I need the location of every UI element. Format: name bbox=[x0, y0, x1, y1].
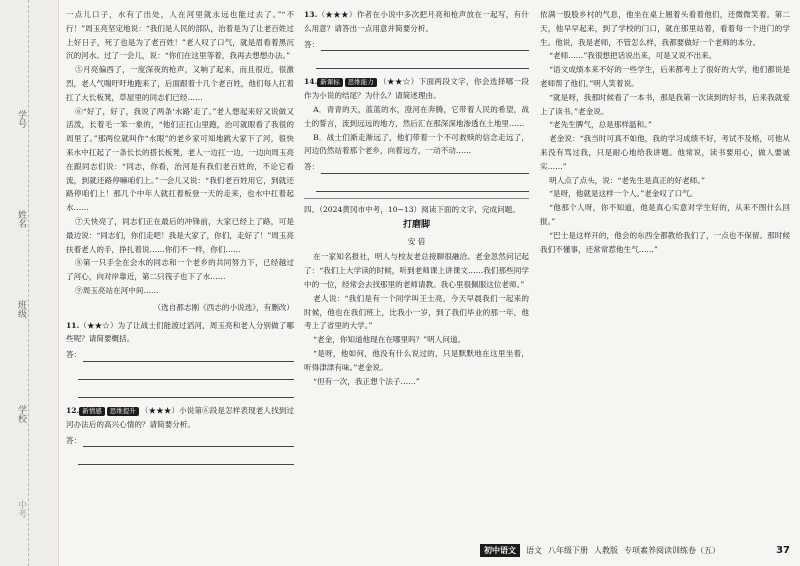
middle-column bbox=[304, 8, 529, 388]
answer-line[interactable] bbox=[78, 453, 294, 465]
passage-paragraph: “但有一次，我正想个法子……” bbox=[313, 376, 420, 386]
passage-paragraph: “他那个人呀，你不知道，他是真心实意对学生好的，从来不图什么回报。” bbox=[540, 203, 790, 226]
passage-author: 安 倍 bbox=[407, 236, 426, 246]
question-tag: 思维能力 bbox=[345, 78, 377, 87]
answer-label: 答： bbox=[66, 350, 82, 360]
binding-margin bbox=[0, 0, 59, 566]
passage-paragraph: ⑧第一只手全在会水的同志和一个老乡的共同努力下，已经越过了河心，向对岸靠近，第二只筏子也下了水…… bbox=[66, 258, 294, 282]
footer-brand: 初中语文 bbox=[480, 544, 520, 557]
passage-title: 打磨脚 bbox=[402, 219, 430, 230]
passage-paragraph: 明人点了点头，说：“老先生是真正的好老师。” bbox=[549, 175, 705, 185]
left-column bbox=[66, 8, 294, 471]
section-divider bbox=[304, 198, 529, 199]
passage-paragraph: 老金说：“我当时可真不如他，我的学习成绩不好，考试不及格，可他从来没有骂过我，只是耐心地给我讲题。他常说，读书要用心，做人要诚实……” bbox=[540, 134, 790, 171]
passage-paragraph: “语文成绩本来不好的一些学生，后来都考上了很好的大学，他们都说是老师帮了他们。”明人笑着说。 bbox=[540, 65, 790, 88]
margin-label-name: 姓名 bbox=[16, 210, 26, 228]
page-number: 37 bbox=[776, 544, 790, 556]
option-a: A．青青的天，蓝蓝的水，澄河在奔腾，它带着人民的希望，战士的誓言，流到远远的地方，然后汇在那深深地渗透在土地里…… bbox=[304, 104, 529, 128]
footer-grade: 八年级下册 bbox=[548, 545, 588, 555]
passage-paragraph: ⑤月亮偏西了，一度深夜的枪声，又响了起来，而且很近，很激烈，老人气喘吁吁地跑来了，后面跟着十几个老百姓，他们每人扛着扛了大长板凳，草屋里的同志们已经…… bbox=[66, 65, 294, 102]
passage-paragraph: 在一家知名报社，明人与校友老总接聊很融洽。老金忽然问记起了：“我们上大学读的时候，听到老师课上讲课文……我们那些同学中的一位，经常会去找那里的老师请教。我心里很佩服这位老师。” bbox=[304, 252, 529, 289]
passage-source: （选自都志刚《西志的小说选》，有删改） bbox=[153, 302, 294, 312]
question-text: 作者在小说中多次把月亮和枪声放在一起写，有什么用意？请答出一点用意并简要分析。 bbox=[304, 10, 529, 33]
answer-line[interactable] bbox=[304, 38, 529, 52]
question-number: 11. bbox=[66, 320, 80, 330]
margin-label-school: 学校 bbox=[16, 405, 26, 423]
question-13 bbox=[304, 8, 529, 36]
answer-line[interactable] bbox=[66, 434, 294, 448]
footer-series: 专项素养阅读训练卷（五） bbox=[624, 545, 720, 555]
option-b: B．战士们渐走渐远了，他们带着一个不可救赎的信念走远了，河边仍然站着那个老乡，向着远方，一动不动…… bbox=[304, 132, 529, 156]
margin-label-class: 班级 bbox=[16, 300, 26, 318]
question-tag: 新情感 bbox=[79, 407, 105, 416]
question-number: 14. bbox=[304, 77, 318, 87]
passage-paragraph: “是呀，他就是这样一个人。”老金叹了口气。 bbox=[549, 189, 698, 199]
margin-stamp: 中考 bbox=[16, 500, 26, 518]
question-14 bbox=[304, 75, 529, 103]
passage-paragraph: “老金，你知道他现在在哪里吗？”明人问道。 bbox=[313, 335, 466, 345]
passage-paragraph: ⑦天快亮了，同志们正在最后的冲锋前，大家已经上了路，可是最边说：“同志们，你们走吧！我是大家了，你们，走好了！”周玉亮扶着老人的手，挣扎着说……你们不一样，你们…… bbox=[66, 216, 294, 254]
passage-paragraph: “巴士是这样开的，他会的东西全都教给我们了，一点也不保留。那时候我们不懂事，还常常惹他生气……” bbox=[540, 230, 790, 254]
question-tag: 新课标 bbox=[317, 78, 343, 87]
answer-line[interactable] bbox=[78, 386, 294, 398]
right-column bbox=[540, 8, 790, 256]
section-four-heading: 四、（2024黄冈市中考，10~13）阅读下面的文字，完成问题。 bbox=[304, 204, 520, 214]
answer-label: 答： bbox=[66, 435, 82, 445]
passage-paragraph: “老师……”我很想把话说出来，可是又说不出来。 bbox=[549, 51, 717, 61]
passage-paragraph: “就是呀，我那时候看了一本书，那是我第一次读到的好书，后来我就爱上了读书。”老金说。 bbox=[540, 92, 790, 116]
question-number: 13. bbox=[304, 10, 318, 19]
passage-paragraph: ⑨周玉亮站在河中间…… bbox=[75, 285, 159, 295]
question-11 bbox=[66, 319, 294, 347]
margin-label-number: 学号 bbox=[16, 110, 26, 128]
difficulty-stars: （★★★） bbox=[317, 10, 357, 19]
question-text: 下面两段文字，你会选择哪一段作为小说的结尾？为什么？请简述理由。 bbox=[304, 77, 530, 101]
question-text: 为了让战士们能渡过滔河，周玉亮和老人分别做了哪些呢？请简要概括。 bbox=[66, 320, 295, 344]
question-number: 12. bbox=[66, 405, 80, 415]
question-tag: 思维提升 bbox=[107, 407, 139, 416]
footer-edition: 人教版 bbox=[594, 545, 618, 555]
answer-line[interactable] bbox=[78, 368, 294, 380]
question-12 bbox=[66, 404, 294, 432]
difficulty-stars: （★★★） bbox=[140, 405, 180, 415]
difficulty-stars: （★★☆） bbox=[79, 320, 118, 330]
passage-paragraph: 一点儿口子，水有了出处，人在河里就永远也能过去了。”“不行！”周玉亮坚定地说：“我们是人民的部队，治着是为了让老百姓过上好日子，死了也是为了老百姓！”老人叹了口气，就是眉看着黑沉沉的河水。过了一会儿，说：“你们在这里等着，我再去想想办法。” bbox=[66, 10, 294, 61]
answer-label: 答： bbox=[304, 162, 320, 172]
question-text: 小说第⑥段是怎样表现老人找到过河办法后的高兴心情的？请简要分析。 bbox=[66, 405, 294, 429]
answer-line[interactable] bbox=[316, 180, 529, 192]
binding-line bbox=[28, 0, 29, 566]
answer-line[interactable] bbox=[66, 348, 294, 362]
page-footer bbox=[480, 542, 790, 558]
answer-line[interactable] bbox=[304, 160, 529, 174]
passage-paragraph: 依满一股股乡村的气息，他坐在桌上翘着头看着他们，还微微笑着。第二天，他早早起来，到了学校的门口，就在那里站着，看着每一个进门的学生。他说，我是老师，不管怎么样，我都要做好一个老师的本分。 bbox=[540, 10, 790, 47]
passage-paragraph: “是呀，他如何，他没有什么说过的，只是默默地在这里坐着，听得津津有味。”老金说。 bbox=[304, 348, 529, 372]
passage-paragraph: ⑥“好了，好了，我说了两条‘水路’走了。”老人想起来好又说做又活泼，长着毛一笨一象的，“他们正扛山里跑，治可就眼看了我很的周里了。”那两位就叫作“水眼”的老乡家可知地跳大家下了河，很快来水中扛起了一条长长的搭长板凳，老人一边扛一边，一边向周玉亮在跟同志们说：“同志，你看，治河是有我们老百姓的，不论它看流，到就还路停嘛咱们上。”一会儿又说：“我们老百姓用它，到就还路停咱们上！那几个中年人就扛着板登一天的走来，也水中扛着起水…… bbox=[66, 106, 294, 213]
passage-paragraph: 老人说：“我们是有一个同学叫王士亮，今天早晨我们一起来的时候，他也在我们班上，比我小一岁，到了我们毕业的那一年，他考上了省里的大学。” bbox=[304, 293, 529, 331]
footer-subject: 语文 bbox=[526, 545, 542, 555]
answer-label: 答： bbox=[304, 39, 320, 49]
difficulty-stars: （★★☆） bbox=[378, 77, 419, 87]
passage-paragraph: “老先生脾气，总是那样温和。” bbox=[549, 120, 652, 130]
answer-line[interactable] bbox=[316, 57, 529, 69]
